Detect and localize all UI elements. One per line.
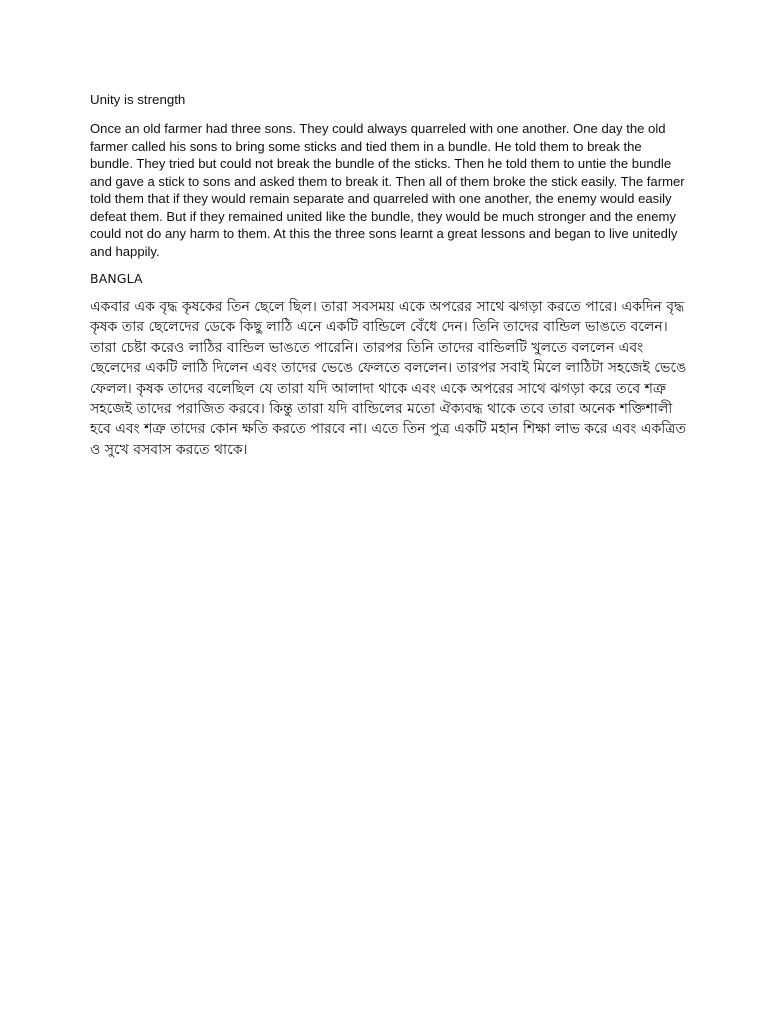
story-title: Unity is strength <box>90 92 186 107</box>
document-body <box>90 91 688 460</box>
bangla-story-paragraph: একবার এক বৃদ্ধ কৃষকের তিন ছেলে ছিল। তারা সবসময় একে অপরের সাথে ঝগড়া করতে পারে। একদিন বৃদ্ধ কৃষক তার ছেলেদের ডেকে কিছু লাঠি এনে একটি বান্ডিলে বেঁধে দেন। তিনি তাদের বান্ডিল ভাঙতে বলেন। তারা চেষ্টা করেও লাঠির বান্ডিল ভাঙতে পারেনি। তারপর তিনি তাদের বান্ডিলটি খুলতে বললেন এবং ছেলেদের একটি লাঠি দিলেন এবং তাদের ভেঙে ফেলতে বললেন। তারপর সবাই মিলে লাঠিটা সহজেই ভেঙে ফেলল। কৃষক তাদের বলেছিল যে তারা যদি আলাদা থাকে এবং একে অপরের সাথে ঝগড়া করে তবে শত্রু সহজেই তাদের পরাজিত করবে। কিন্তু তারা যদি বান্ডিলের মতো ঐক্যবদ্ধ থাকে তবে তারা অনেক শক্তিশালী হবে এবং শত্রু তাদের কোন ক্ষতি করতে পারবে না। এতে তিন পুত্র একটি মহান শিক্ষা লাভ করে এবং একত্রিত ও সুখে বসবাস করতে থাকে। <box>90 299 687 458</box>
bangla-section-heading: BANGLA <box>90 271 143 286</box>
english-story-paragraph: Once an old farmer had three sons. They could always quarreled with one another. One day the old farmer called his sons to bring some sticks and tied them in a bundle. He told them to break the bundle. They tried but could not break the bundle of the sticks. Then he told them to untie the bundle and gave a stick to sons and asked them to break it. Then all of them broke the stick easily. The farmer told them that if they would remain separate and quarreled with one another, the enemy would easily defeat them. But if they remained united like the bundle, they would be much stronger and the enemy could not do any harm to them. At this the three sons learnt a great lessons and began to live unitedly and happily. <box>90 121 685 259</box>
